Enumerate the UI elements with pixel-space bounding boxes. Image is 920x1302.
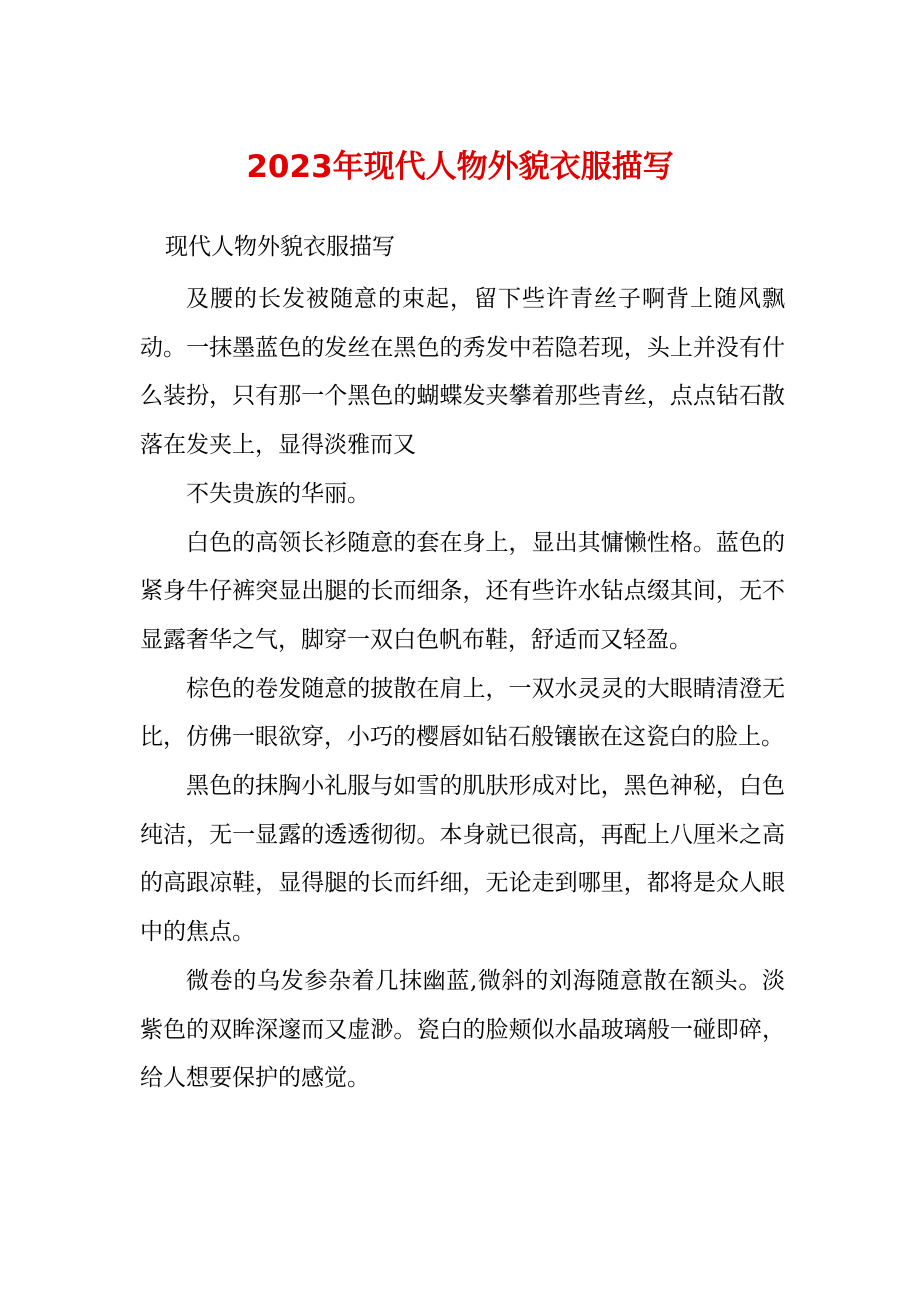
document-subtitle: 现代人物外貌衣服描写 [165,234,395,260]
paragraph-wavy-hair: 微卷的乌发参杂着几抹幽蓝,微斜的刘海随意散在额头。淡紫色的双眸深邃而又虚渺。瓷白的脸颊似水晶玻璃般一碰即碎，给人想要保护的感觉。 [140,967,785,1092]
paragraph-curly-hair: 棕色的卷发随意的披散在肩上，一双水灵灵的大眼睛清澄无比，仿佛一眼欲穿，小巧的樱唇如钻石般镶嵌在这瓷白的脸上。 [140,675,785,751]
paragraph-hair: 及腰的长发被随意的束起，留下些许青丝子啊背上随风飘动。一抹墨蓝色的发丝在黑色的秀发中若隐若现，头上并没有什么装扮，只有那一个黑色的蝴蝶发夹攀着那些青丝，点点钻石散落在发夹上，显得淡雅而又 [140,286,785,459]
document-body [140,275,785,1103]
paragraph-outfit-white-shirt: 白色的高领长衫随意的套在身上，显出其慵懒性格。蓝色的紧身牛仔裤突显出腿的长而细条，还有些许水钻点缀其间，无不显露奢华之气，脚穿一双白色帆布鞋，舒适而又轻盈。 [140,529,785,653]
paragraph-hair-continued: 不失贵族的华丽。 [186,480,370,507]
paragraph-black-dress: 黑色的抹胸小礼服与如雪的肌肤形成对比，黑色神秘，白色纯洁，无一显露的透透彻彻。本身就已很高，再配上八厘米之高的高跟凉鞋，显得腿的长而纤细，无论走到哪里，都将是众人眼中的焦点。 [140,773,785,946]
document-title: 2023年现代人物外貌衣服描写 [246,149,674,185]
